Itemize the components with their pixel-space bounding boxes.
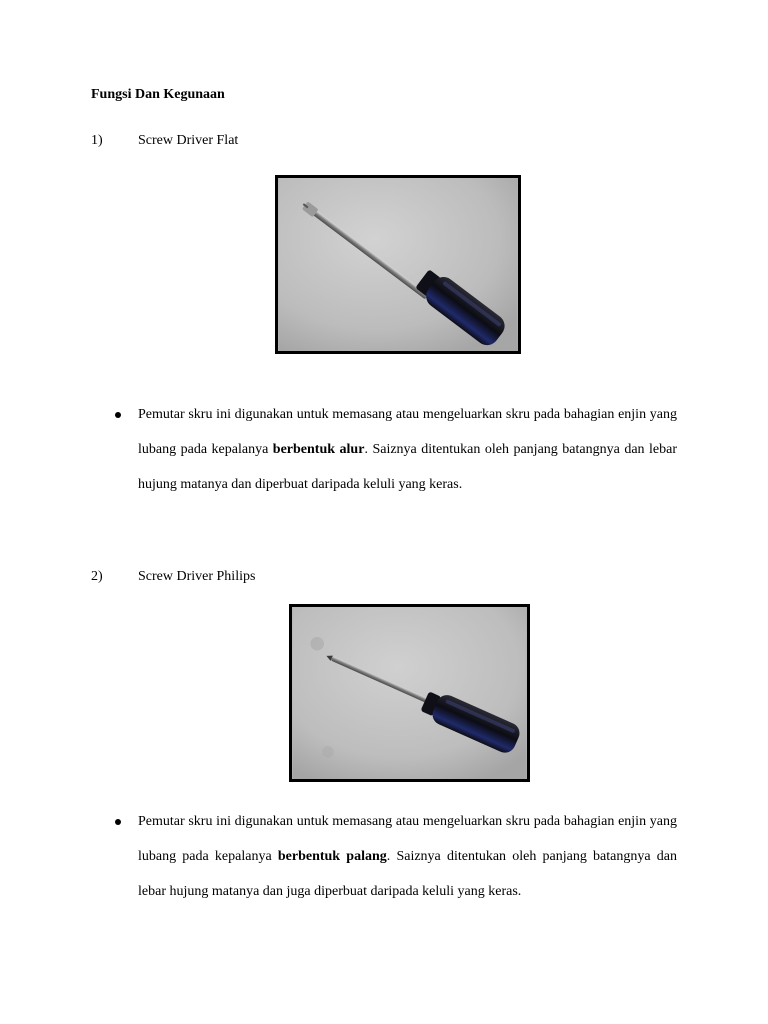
description-flat-part2: . Saiznya ditentukan oleh panjang batangnya dan lebar hujung matanya dan diperbuat daripada keluli yang keras. <box>138 442 678 492</box>
item-number-2: 2) <box>91 569 103 584</box>
description-flat-part1: Pemutar skru ini digunakan untuk memasang atau mengeluarkan skru pada bahagian enjin yang lubang pada kepalanya <box>138 407 677 457</box>
item-title-philips: Screw Driver Philips <box>138 569 256 584</box>
description-philips-part2: . Saiznya ditentukan oleh panjang batangnya dan lebar hujung matanya dan juga diperbuat daripada keluli yang keras. <box>138 849 677 899</box>
description-flat <box>138 397 677 502</box>
description-flat-bold: berbentuk alur <box>272 442 365 457</box>
flat-screwdriver-icon <box>278 178 518 351</box>
page-heading: Fungsi Dan Kegunaan <box>91 87 225 102</box>
description-philips <box>138 804 677 909</box>
description-philips-part1: Pemutar skru ini digunakan untuk memasang atau mengeluarkan skru pada bahagian enjin yang lubang pada kepalanya <box>138 814 677 864</box>
phillips-screwdriver-photo <box>289 604 530 782</box>
description-philips-bold: berbentuk palang <box>277 849 387 864</box>
flat-screwdriver-photo <box>275 175 521 354</box>
item-title-flat: Screw Driver Flat <box>138 133 239 148</box>
phillips-screwdriver-icon <box>292 607 527 779</box>
bullet-2 <box>115 819 121 825</box>
bullet-1 <box>115 412 121 418</box>
item-number-1: 1) <box>91 133 103 148</box>
